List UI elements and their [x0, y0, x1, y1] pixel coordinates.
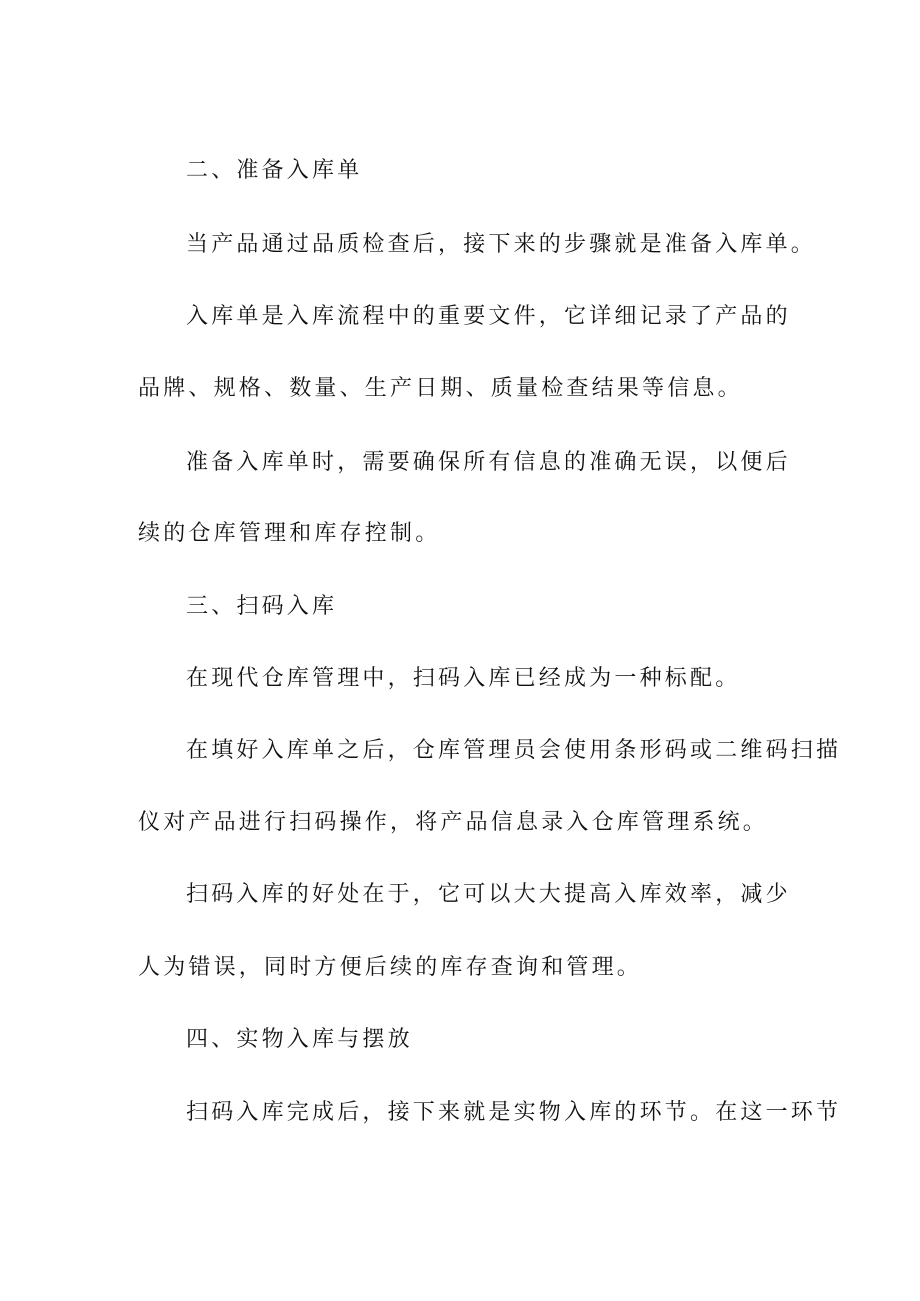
section-heading-physical-storage: 四、实物入库与摆放: [186, 1027, 413, 1052]
paragraph-line: 扫码入库的好处在于，它可以大大提高入库效率，减少: [186, 882, 791, 907]
paragraph-line: 人为错误，同时方便后续的库存查询和管理。: [138, 955, 643, 980]
paragraph-line: 续的仓库管理和库存控制。: [138, 521, 441, 546]
paragraph-line: 扫码入库完成后，接下来就是实物入库的环节。在这一环节: [186, 1100, 842, 1125]
paragraph-line: 在填好入库单之后，仓库管理员会使用条形码或二维码扫描: [186, 738, 842, 763]
paragraph-line: 当产品通过品质检查后，接下来的步骤就是准备入库单。: [186, 232, 817, 257]
paragraph-line: 准备入库单时，需要确保所有信息的准确无误，以便后: [186, 450, 791, 475]
paragraph-line: 在现代仓库管理中，扫码入库已经成为一种标配。: [186, 666, 741, 691]
paragraph-line: 仪对产品进行扫码操作，将产品信息录入仓库管理系统。: [138, 810, 769, 835]
paragraph-line: 入库单是入库流程中的重要文件，它详细记录了产品的: [186, 304, 791, 329]
section-heading-prepare-receipt: 二、准备入库单: [186, 158, 363, 183]
section-heading-scan-receipt: 三、扫码入库: [186, 594, 338, 619]
paragraph-line: 品牌、规格、数量、生产日期、质量检查结果等信息。: [138, 376, 743, 401]
